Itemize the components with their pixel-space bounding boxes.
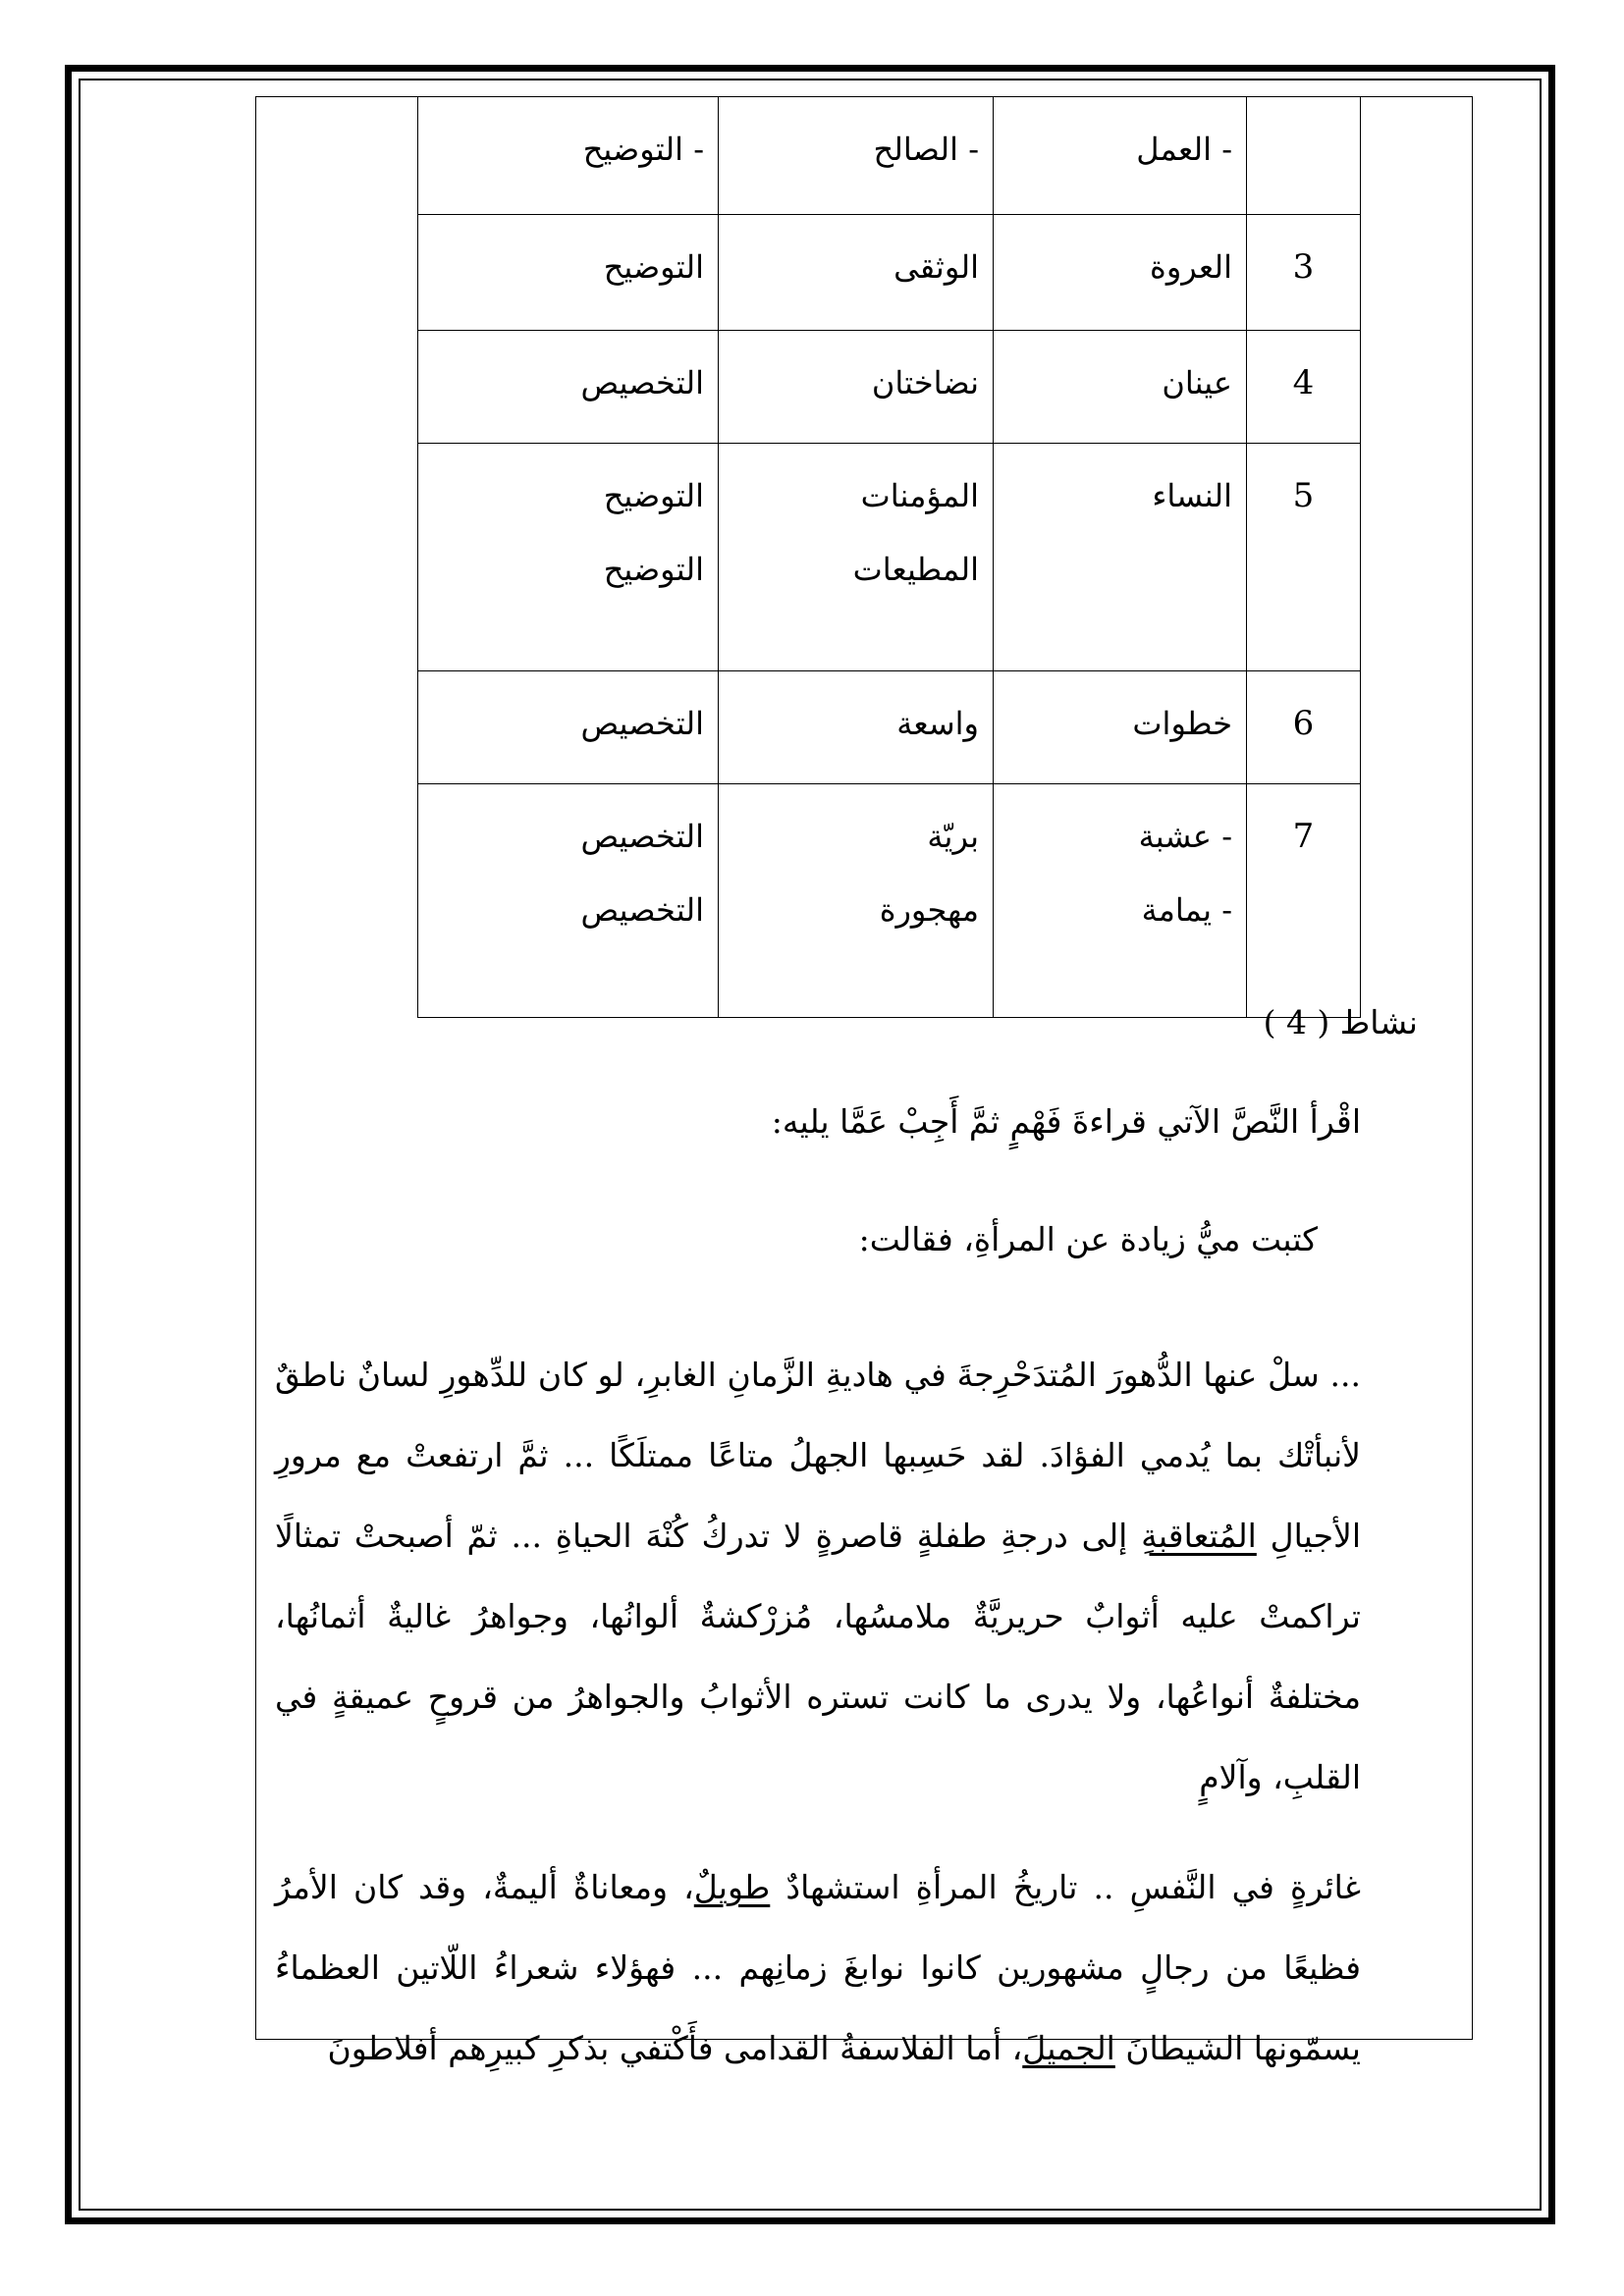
table-cell-c1	[994, 97, 1247, 215]
cell-text: واسعة	[896, 705, 979, 742]
activity-heading: نشاط ( 4 )	[1263, 1003, 1418, 1041]
cell-text: التوضيح	[603, 477, 704, 514]
table-row	[418, 671, 1361, 784]
underlined-word: طويلٌ	[693, 1868, 771, 1906]
cell-text: مهجورة	[879, 891, 979, 929]
table-cell-c3	[418, 215, 719, 331]
table-cell-c2	[719, 331, 994, 444]
passage-text: إلى درجةِ طفلةٍ قاصرةٍ لا تدركُ كُنْهَ الحياةِ ... ثمّ أصبحتْ تمثالًا تراكمتْ عليه أثوابٌ حريريَّةٌ ملامسُها، مُزرْكشةٌ ألوانُها، وجواهرُ غاليةٌ أثمانُها، مختلفةٌ أنواعُها، ولا يدرى ما كانت تستره الأثوابُ والجواهرُ من قروحٍ عميقةٍ في القلبِ، وآلامٍ	[275, 1517, 1361, 1796]
table-row	[418, 215, 1361, 331]
cell-text: التخصيص	[580, 364, 704, 401]
row-number-cell: 4	[1247, 331, 1361, 444]
passage-paragraph-2	[275, 1847, 1361, 2089]
table-cell-c3	[418, 331, 719, 444]
underlined-word: الجميلَ	[1022, 2029, 1115, 2067]
table-cell-c1	[994, 215, 1247, 331]
cell-text: عينان	[1162, 364, 1232, 401]
table-cell-c1	[994, 671, 1247, 784]
cell-text: خطوات	[1132, 705, 1232, 742]
passage-text: ، أما الفلاسفةُ القدامى فأَكْتفي بذكرِ كبيرِهم أفلاطونَ	[327, 2029, 1023, 2067]
table-cell-c3	[418, 671, 719, 784]
passage-text: ... سلْ عنها الدُّهورَ المُتدَحْرِجةَ في هاديةِ الزَّمانِ الغابرِ، لو كان للدِّهورِ لسانٌ ناطقٌ لأنبأتْك بما يُدمي الفؤادَ. لقد حَسِبها الجهلُ متاعًا ممتلَكًا ... ثمَّ ارتفعتْ مع مرورِ الأجيالِ	[275, 1356, 1362, 1555]
table-cell-c1	[994, 444, 1247, 671]
cell-text: - عشبة	[1138, 818, 1232, 855]
row-number-cell: 5	[1247, 444, 1361, 671]
passage-text: غائرةٍ في النَّفسِ .. تاريخُ المرأةِ استشهادٌ	[770, 1868, 1361, 1906]
row-number-cell: 6	[1247, 671, 1361, 784]
table-cell-c2	[719, 444, 994, 671]
table-cell-c3	[418, 444, 719, 671]
cell-text: التخصيص	[580, 891, 704, 929]
underlined-word: المُتعاقبةِ	[1141, 1517, 1257, 1555]
passage-paragraph-1	[275, 1335, 1361, 1818]
table-cell-c1	[994, 331, 1247, 444]
table-cell-c2	[719, 784, 994, 1018]
intro-text: كتبت ميُّ زيادة عن المرأةِ، فقالت:	[858, 1220, 1318, 1258]
table-row	[418, 444, 1361, 671]
cell-text: النساء	[1152, 477, 1232, 514]
row-number-cell: 3	[1247, 215, 1361, 331]
table-cell-c3	[418, 784, 719, 1018]
cell-text: - الصالح	[873, 131, 979, 168]
cell-text: الوثقى	[893, 248, 979, 286]
table-row	[418, 331, 1361, 444]
cell-text: التخصيص	[580, 818, 704, 855]
cell-text: التوضيح	[603, 248, 704, 286]
cell-text: - يمامة	[1141, 891, 1232, 929]
cell-text: العروة	[1150, 248, 1232, 286]
instruction-text: اقْرأ النَّصَّ الآتي قراءةَ فَهْمٍ ثمَّ أَجِبْ عَمَّا يليه:	[771, 1102, 1361, 1141]
table-cell-c2	[719, 671, 994, 784]
row-number-cell: 7	[1247, 784, 1361, 1018]
cell-text: المؤمنات	[860, 477, 979, 514]
cell-text: التخصيص	[580, 705, 704, 742]
passage-text: ، ومعاناةٌ أليمةٌ، وقد كان الأمرُ فظيعًا من رجالٍ مشهورين كانوا نوابغَ زمانِهم ... فهؤلاء شعراءُ اللّاتين العظماءُ يسمّونها الشيطانَ	[275, 1868, 1361, 2067]
table-row	[418, 97, 1361, 215]
answers-table	[417, 96, 1361, 1018]
cell-text: المطيعات	[852, 551, 979, 588]
table-cell-c2	[719, 97, 994, 215]
table-cell-c3	[418, 97, 719, 215]
cell-text: نضاختان	[871, 364, 979, 401]
table-cell-c2	[719, 215, 994, 331]
cell-text: بريّة	[927, 818, 979, 855]
cell-text: - التوضيح	[582, 131, 704, 168]
cell-text: التوضيح	[603, 551, 704, 588]
cell-text: - العمل	[1136, 131, 1232, 168]
row-number-cell	[1247, 97, 1361, 215]
table-cell-c1	[994, 784, 1247, 1018]
table-row	[418, 784, 1361, 1018]
